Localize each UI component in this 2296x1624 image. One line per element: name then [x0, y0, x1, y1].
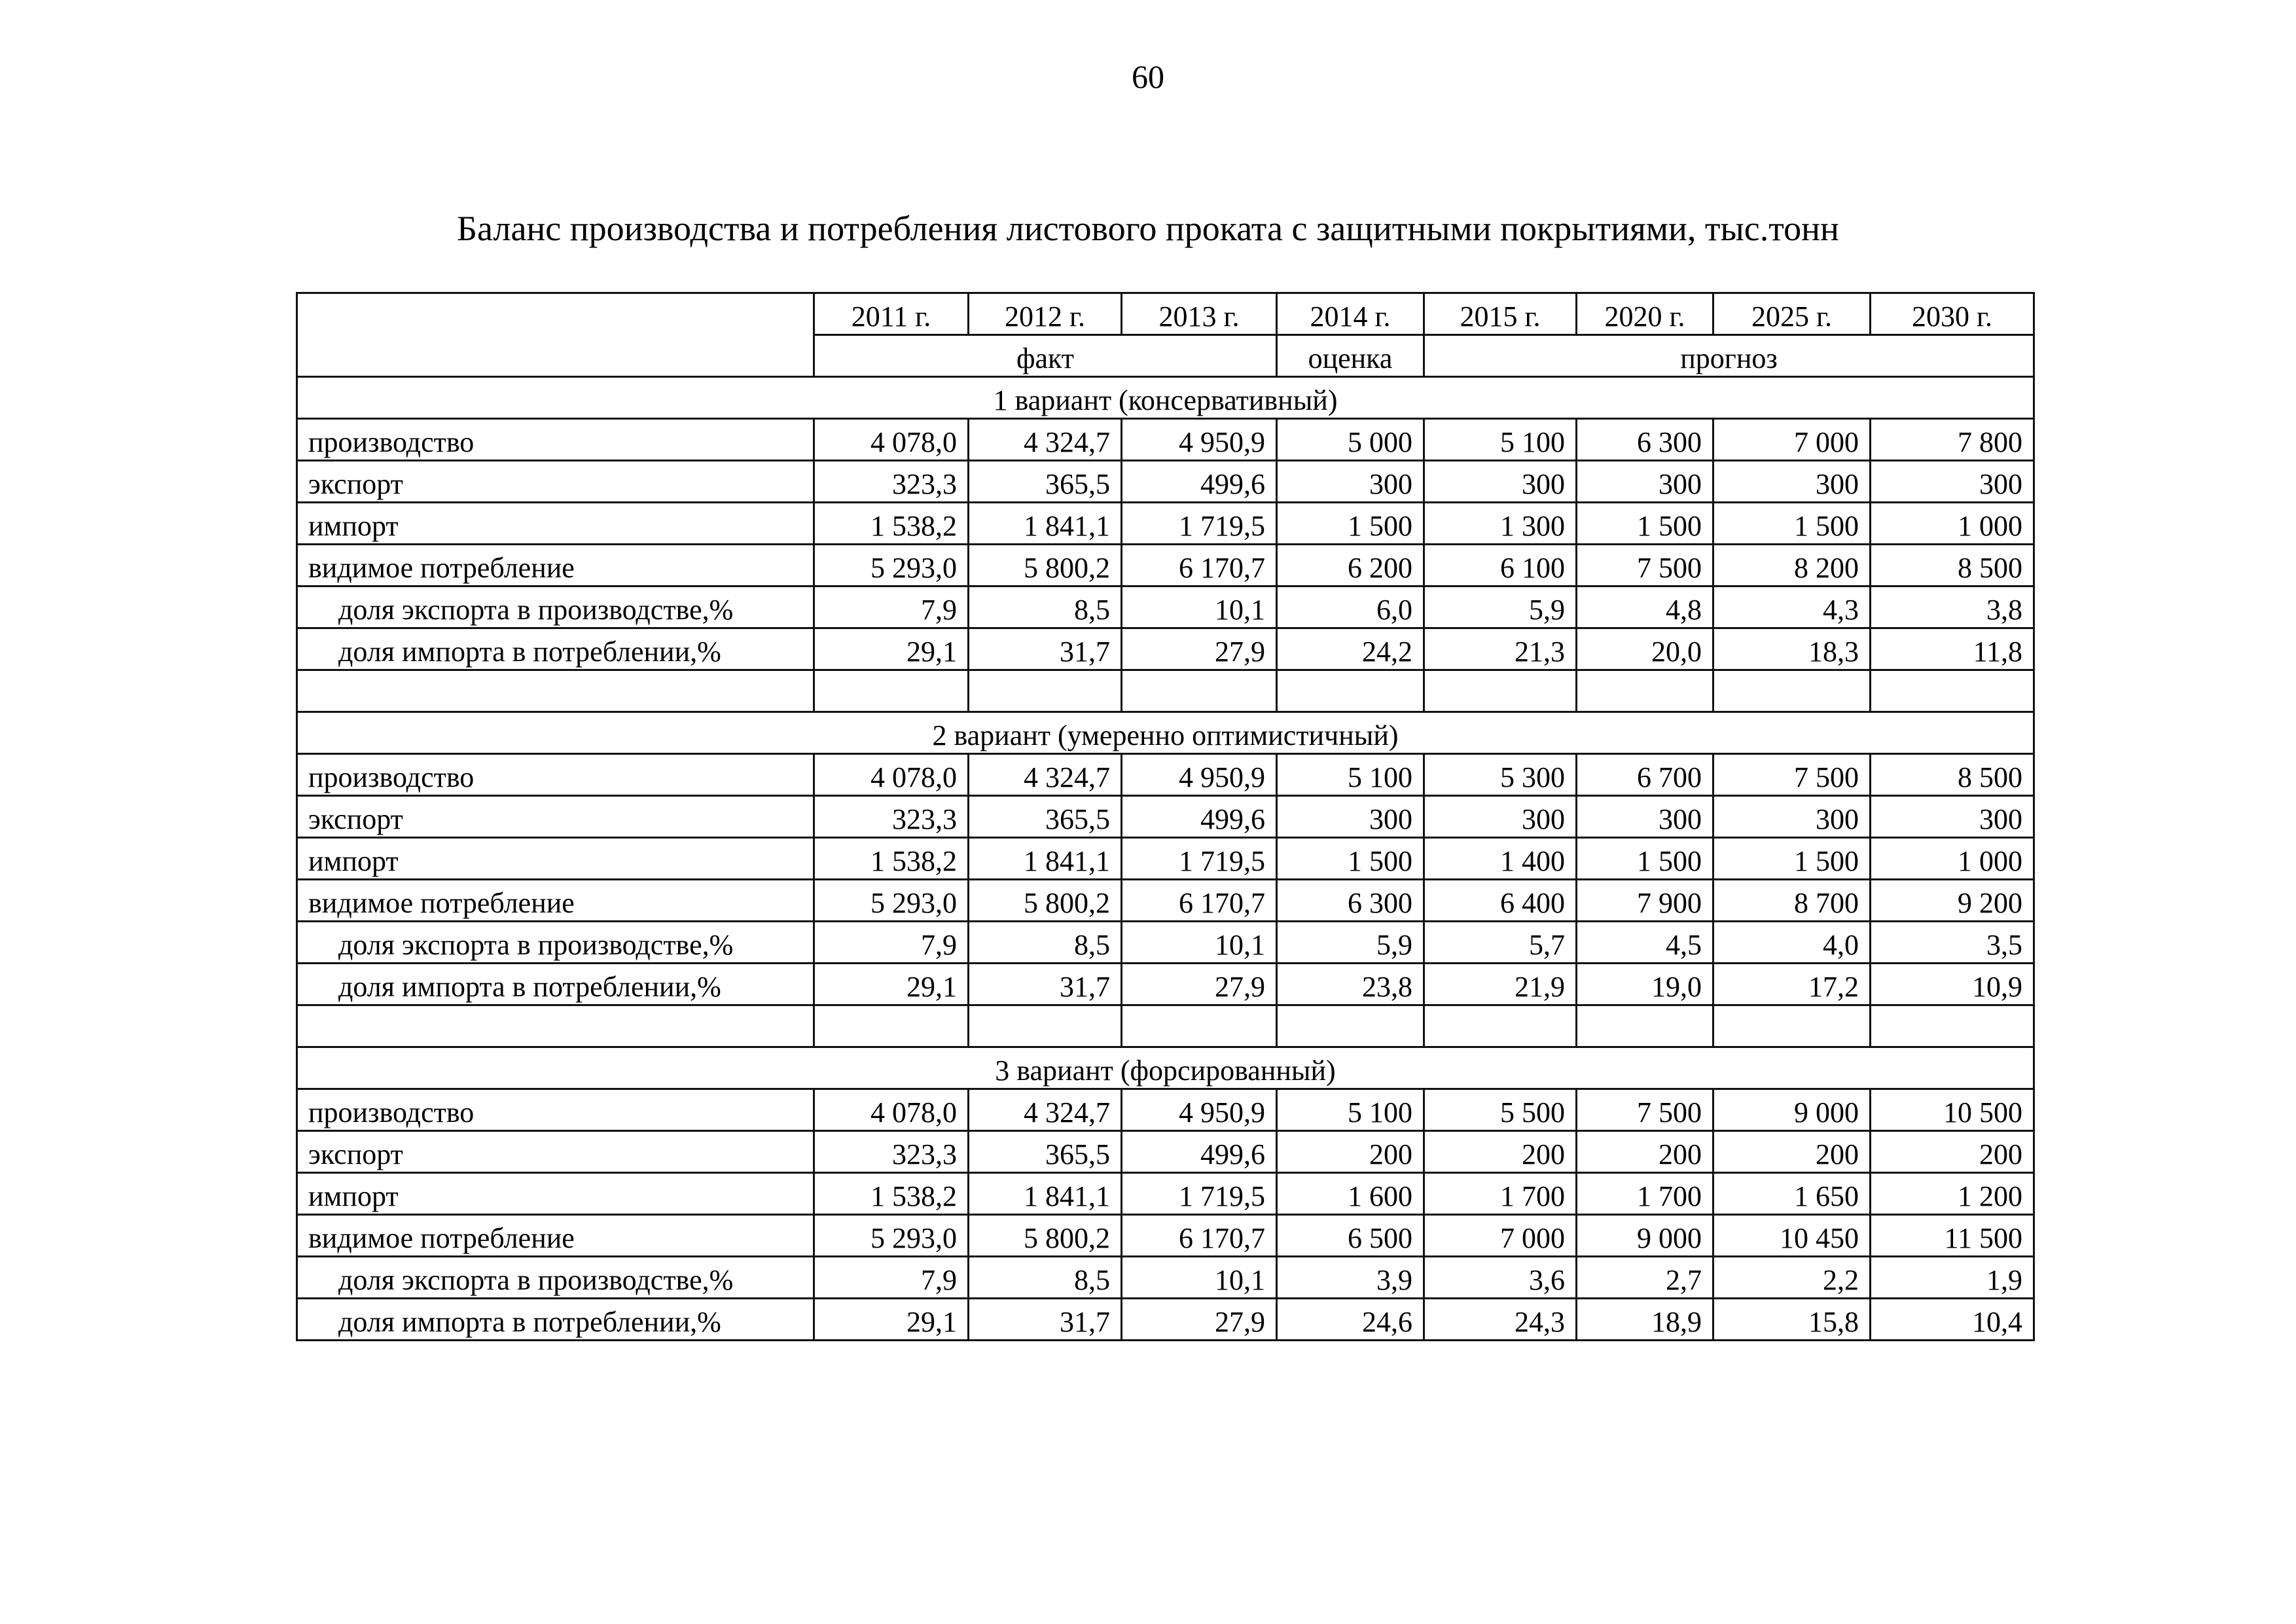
value-cell: 5 293,0 — [814, 1215, 969, 1257]
value-cell: 27,9 — [1122, 1299, 1277, 1341]
value-cell: 6 500 — [1277, 1215, 1424, 1257]
value-cell: 6 300 — [1277, 880, 1424, 922]
empty-cell — [297, 670, 814, 712]
row-label: доля импорта в потреблении,% — [297, 628, 814, 670]
value-cell: 8 500 — [1871, 754, 2034, 796]
value-cell: 4 950,9 — [1122, 1089, 1277, 1131]
value-cell: 2,7 — [1577, 1257, 1713, 1299]
value-cell: 300 — [1871, 461, 2034, 503]
value-cell: 6 400 — [1424, 880, 1577, 922]
header-row-years — [297, 293, 2034, 335]
value-cell: 5 293,0 — [814, 880, 969, 922]
table-row — [297, 1131, 2034, 1173]
year-header: 2014 г. — [1277, 293, 1424, 335]
spacer-row — [297, 1005, 2034, 1047]
value-cell: 5 100 — [1277, 754, 1424, 796]
table-row — [297, 796, 2034, 838]
value-cell: 4 950,9 — [1122, 419, 1277, 461]
value-cell: 6 700 — [1577, 754, 1713, 796]
table-row — [297, 1299, 2034, 1341]
value-cell: 10 500 — [1871, 1089, 2034, 1131]
value-cell: 1 700 — [1577, 1173, 1713, 1215]
value-cell: 24,3 — [1424, 1299, 1577, 1341]
value-cell: 5 800,2 — [969, 880, 1122, 922]
empty-cell — [969, 670, 1122, 712]
value-cell: 31,7 — [969, 628, 1122, 670]
value-cell: 10,1 — [1122, 586, 1277, 628]
value-cell: 29,1 — [814, 628, 969, 670]
value-cell: 1 300 — [1424, 503, 1577, 545]
value-cell: 3,6 — [1424, 1257, 1577, 1299]
value-cell: 1 000 — [1871, 503, 2034, 545]
value-cell: 4,5 — [1577, 922, 1713, 964]
row-label: экспорт — [297, 461, 814, 503]
value-cell: 4 324,7 — [969, 754, 1122, 796]
value-cell: 200 — [1424, 1131, 1577, 1173]
row-label: видимое потребление — [297, 1215, 814, 1257]
year-header: 2015 г. — [1424, 293, 1577, 335]
value-cell: 365,5 — [969, 796, 1122, 838]
value-cell: 7 900 — [1577, 880, 1713, 922]
value-cell: 5 000 — [1277, 419, 1424, 461]
empty-cell — [1871, 670, 2034, 712]
value-cell: 1 600 — [1277, 1173, 1424, 1215]
value-cell: 1 841,1 — [969, 838, 1122, 880]
value-cell: 31,7 — [969, 1299, 1122, 1341]
value-cell: 4,8 — [1577, 586, 1713, 628]
value-cell: 9 000 — [1577, 1215, 1713, 1257]
section-title-row — [297, 1047, 2034, 1089]
section-title-row — [297, 712, 2034, 754]
value-cell: 300 — [1424, 796, 1577, 838]
value-cell: 4 324,7 — [969, 1089, 1122, 1131]
value-cell: 4,0 — [1713, 922, 1871, 964]
value-cell: 1 719,5 — [1122, 838, 1277, 880]
value-cell: 7 500 — [1577, 545, 1713, 586]
value-cell: 8 500 — [1871, 545, 2034, 586]
value-cell: 7,9 — [814, 922, 969, 964]
value-cell: 17,2 — [1713, 964, 1871, 1005]
value-cell: 8,5 — [969, 586, 1122, 628]
value-cell: 300 — [1424, 461, 1577, 503]
value-cell: 1 841,1 — [969, 503, 1122, 545]
value-cell: 29,1 — [814, 964, 969, 1005]
value-cell: 18,9 — [1577, 1299, 1713, 1341]
value-cell: 200 — [1713, 1131, 1871, 1173]
value-cell: 15,8 — [1713, 1299, 1871, 1341]
value-cell: 10,1 — [1122, 1257, 1277, 1299]
value-cell: 1 538,2 — [814, 838, 969, 880]
row-label: доля импорта в потреблении,% — [297, 1299, 814, 1341]
value-cell: 5,7 — [1424, 922, 1577, 964]
table-row — [297, 754, 2034, 796]
row-label: видимое потребление — [297, 545, 814, 586]
row-label: экспорт — [297, 1131, 814, 1173]
section-title: 3 вариант (форсированный) — [297, 1047, 2034, 1089]
value-cell: 5,9 — [1277, 922, 1424, 964]
value-cell: 5 100 — [1424, 419, 1577, 461]
value-cell: 1 841,1 — [969, 1173, 1122, 1215]
value-cell: 1 200 — [1871, 1173, 2034, 1215]
table-row — [297, 503, 2034, 545]
spacer-row — [297, 670, 2034, 712]
value-cell: 24,2 — [1277, 628, 1424, 670]
value-cell: 10,1 — [1122, 922, 1277, 964]
value-cell: 7 000 — [1713, 419, 1871, 461]
value-cell: 323,3 — [814, 1131, 969, 1173]
value-cell: 10,4 — [1871, 1299, 2034, 1341]
empty-cell — [1122, 670, 1277, 712]
value-cell: 4,3 — [1713, 586, 1871, 628]
value-cell: 9 200 — [1871, 880, 2034, 922]
section-title: 1 вариант (консервативный) — [297, 377, 2034, 419]
value-cell: 8,5 — [969, 922, 1122, 964]
value-cell: 4 950,9 — [1122, 754, 1277, 796]
value-cell: 21,3 — [1424, 628, 1577, 670]
value-cell: 21,9 — [1424, 964, 1577, 1005]
empty-cell — [1424, 1005, 1577, 1047]
empty-cell — [969, 1005, 1122, 1047]
year-header: 2012 г. — [969, 293, 1122, 335]
value-cell: 4 078,0 — [814, 419, 969, 461]
period-estimate-header: оценка — [1277, 335, 1424, 377]
value-cell: 10 450 — [1713, 1215, 1871, 1257]
empty-cell — [814, 670, 969, 712]
value-cell: 1 500 — [1277, 838, 1424, 880]
value-cell: 323,3 — [814, 461, 969, 503]
value-cell: 5 300 — [1424, 754, 1577, 796]
value-cell: 300 — [1871, 796, 2034, 838]
value-cell: 1 500 — [1713, 503, 1871, 545]
value-cell: 3,5 — [1871, 922, 2034, 964]
value-cell: 6 170,7 — [1122, 545, 1277, 586]
value-cell: 20,0 — [1577, 628, 1713, 670]
value-cell: 27,9 — [1122, 628, 1277, 670]
value-cell: 24,6 — [1277, 1299, 1424, 1341]
page-number: 60 — [1132, 58, 1164, 95]
table-row — [297, 586, 2034, 628]
year-header: 2020 г. — [1577, 293, 1713, 335]
value-cell: 10,9 — [1871, 964, 2034, 1005]
value-cell: 6 170,7 — [1122, 880, 1277, 922]
value-cell: 1 650 — [1713, 1173, 1871, 1215]
value-cell: 5 500 — [1424, 1089, 1577, 1131]
value-cell: 300 — [1713, 796, 1871, 838]
value-cell: 3,9 — [1277, 1257, 1424, 1299]
value-cell: 5 800,2 — [969, 1215, 1122, 1257]
empty-cell — [1424, 670, 1577, 712]
value-cell: 6,0 — [1277, 586, 1424, 628]
empty-cell — [1277, 670, 1424, 712]
year-header: 2013 г. — [1122, 293, 1277, 335]
row-label: производство — [297, 754, 814, 796]
value-cell: 300 — [1277, 461, 1424, 503]
header-corner-cell — [297, 293, 814, 377]
value-cell: 1 500 — [1277, 503, 1424, 545]
value-cell: 6 170,7 — [1122, 1215, 1277, 1257]
table-row — [297, 1089, 2034, 1131]
empty-cell — [1577, 670, 1713, 712]
empty-cell — [814, 1005, 969, 1047]
value-cell: 1 538,2 — [814, 1173, 969, 1215]
value-cell: 1,9 — [1871, 1257, 2034, 1299]
value-cell: 6 300 — [1577, 419, 1713, 461]
value-cell: 300 — [1277, 796, 1424, 838]
row-label: видимое потребление — [297, 880, 814, 922]
value-cell: 300 — [1577, 461, 1713, 503]
value-cell: 23,8 — [1277, 964, 1424, 1005]
value-cell: 11 500 — [1871, 1215, 2034, 1257]
value-cell: 4 324,7 — [969, 419, 1122, 461]
value-cell: 1 000 — [1871, 838, 2034, 880]
balance-table — [296, 292, 2035, 1341]
period-fact-header: факт — [814, 335, 1277, 377]
empty-cell — [1277, 1005, 1424, 1047]
table-row — [297, 1257, 2034, 1299]
row-label: доля экспорта в производстве,% — [297, 922, 814, 964]
value-cell: 1 719,5 — [1122, 1173, 1277, 1215]
value-cell: 5 293,0 — [814, 545, 969, 586]
row-label: импорт — [297, 503, 814, 545]
table-row — [297, 964, 2034, 1005]
value-cell: 323,3 — [814, 796, 969, 838]
table-row — [297, 419, 2034, 461]
value-cell: 499,6 — [1122, 461, 1277, 503]
value-cell: 7 500 — [1713, 754, 1871, 796]
value-cell: 3,8 — [1871, 586, 2034, 628]
table-row — [297, 545, 2034, 586]
empty-cell — [1713, 1005, 1871, 1047]
value-cell: 7 800 — [1871, 419, 2034, 461]
row-label: производство — [297, 419, 814, 461]
value-cell: 200 — [1871, 1131, 2034, 1173]
value-cell: 29,1 — [814, 1299, 969, 1341]
value-cell: 365,5 — [969, 1131, 1122, 1173]
value-cell: 4 078,0 — [814, 1089, 969, 1131]
row-label: доля импорта в потреблении,% — [297, 964, 814, 1005]
table-row — [297, 461, 2034, 503]
empty-cell — [297, 1005, 814, 1047]
empty-cell — [1122, 1005, 1277, 1047]
table-row — [297, 1173, 2034, 1215]
year-header: 2011 г. — [814, 293, 969, 335]
value-cell: 7 000 — [1424, 1215, 1577, 1257]
value-cell: 1 719,5 — [1122, 503, 1277, 545]
row-label: доля экспорта в производстве,% — [297, 586, 814, 628]
value-cell: 5 100 — [1277, 1089, 1424, 1131]
period-forecast-header: прогноз — [1424, 335, 2034, 377]
value-cell: 300 — [1577, 796, 1713, 838]
value-cell: 365,5 — [969, 461, 1122, 503]
value-cell: 7 500 — [1577, 1089, 1713, 1131]
value-cell: 8 200 — [1713, 545, 1871, 586]
value-cell: 2,2 — [1713, 1257, 1871, 1299]
value-cell: 1 538,2 — [814, 503, 969, 545]
value-cell: 7,9 — [814, 586, 969, 628]
value-cell: 499,6 — [1122, 1131, 1277, 1173]
value-cell: 5 800,2 — [969, 545, 1122, 586]
value-cell: 1 500 — [1577, 503, 1713, 545]
value-cell: 27,9 — [1122, 964, 1277, 1005]
table-row — [297, 838, 2034, 880]
table-row — [297, 880, 2034, 922]
value-cell: 9 000 — [1713, 1089, 1871, 1131]
value-cell: 7,9 — [814, 1257, 969, 1299]
value-cell: 8,5 — [969, 1257, 1122, 1299]
value-cell: 6 200 — [1277, 545, 1424, 586]
value-cell: 300 — [1713, 461, 1871, 503]
row-label: импорт — [297, 838, 814, 880]
value-cell: 4 078,0 — [814, 754, 969, 796]
section-title: 2 вариант (умеренно оптимистичный) — [297, 712, 2034, 754]
value-cell: 6 100 — [1424, 545, 1577, 586]
row-label: экспорт — [297, 796, 814, 838]
value-cell: 5,9 — [1424, 586, 1577, 628]
year-header: 2030 г. — [1871, 293, 2034, 335]
row-label: импорт — [297, 1173, 814, 1215]
value-cell: 1 400 — [1424, 838, 1577, 880]
value-cell: 200 — [1277, 1131, 1424, 1173]
year-header: 2025 г. — [1713, 293, 1871, 335]
value-cell: 1 500 — [1577, 838, 1713, 880]
row-label: доля экспорта в производстве,% — [297, 1257, 814, 1299]
document-title: Баланс производства и потребления листового проката с защитными покрытиями, тыс.тонн — [457, 209, 1839, 248]
value-cell: 1 700 — [1424, 1173, 1577, 1215]
value-cell: 11,8 — [1871, 628, 2034, 670]
row-label: производство — [297, 1089, 814, 1131]
value-cell: 1 500 — [1713, 838, 1871, 880]
value-cell: 8 700 — [1713, 880, 1871, 922]
value-cell: 19,0 — [1577, 964, 1713, 1005]
table-row — [297, 922, 2034, 964]
table-row — [297, 628, 2034, 670]
value-cell: 200 — [1577, 1131, 1713, 1173]
empty-cell — [1713, 670, 1871, 712]
section-title-row — [297, 377, 2034, 419]
empty-cell — [1577, 1005, 1713, 1047]
value-cell: 499,6 — [1122, 796, 1277, 838]
value-cell: 31,7 — [969, 964, 1122, 1005]
table-row — [297, 1215, 2034, 1257]
empty-cell — [1871, 1005, 2034, 1047]
value-cell: 18,3 — [1713, 628, 1871, 670]
